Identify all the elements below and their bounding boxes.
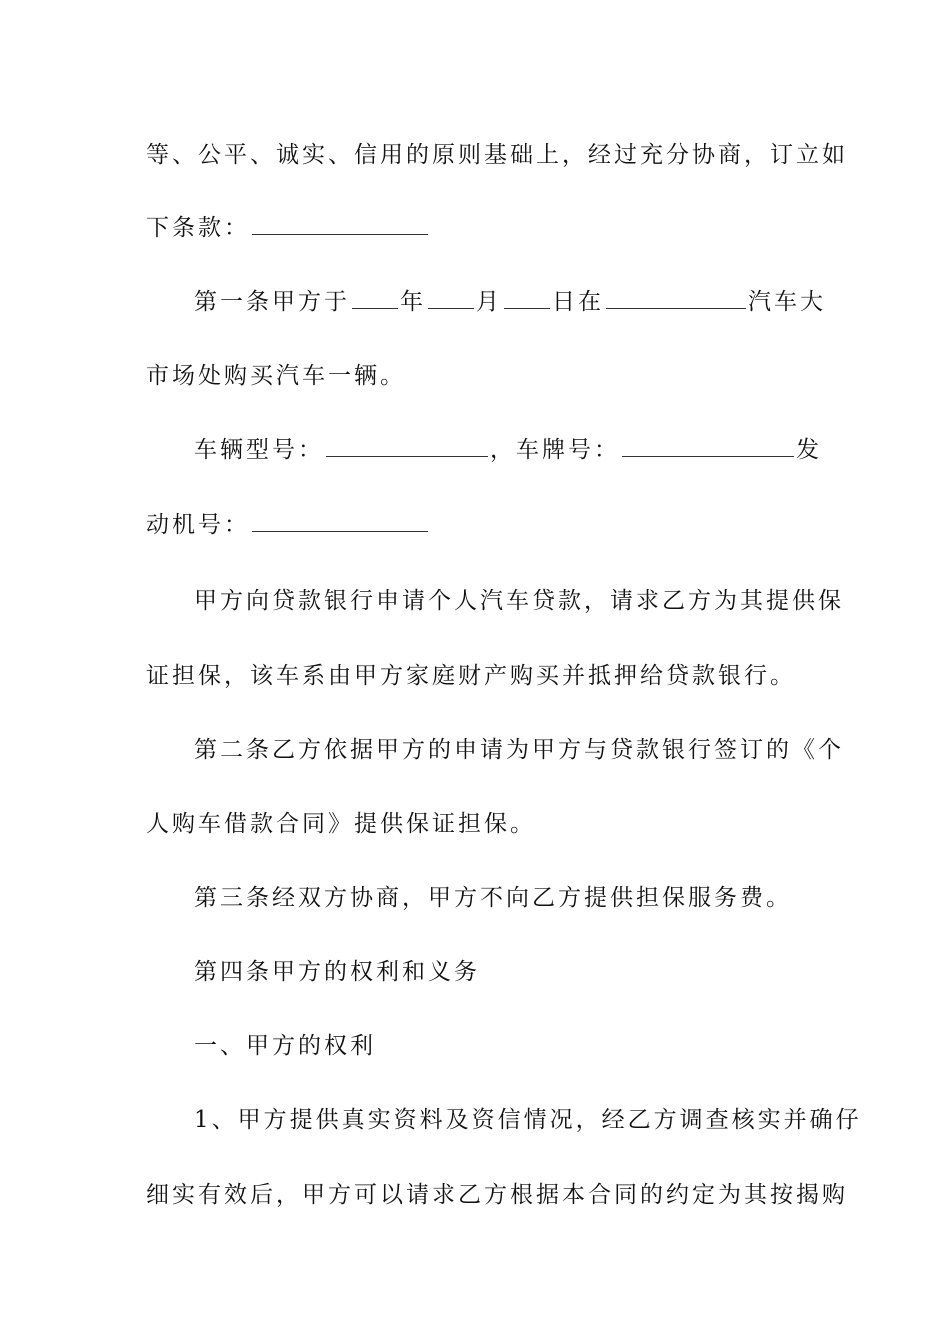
paragraph-line <box>194 730 844 770</box>
paragraph-line <box>146 135 848 175</box>
article-1-line <box>194 282 826 322</box>
paragraph-line <box>146 505 806 545</box>
line-text: 第二条乙方依据甲方的申请为甲方与贷款银行签订的《个 <box>194 737 844 763</box>
line-text: 证担保，该车系由甲方家庭财产购买并抵押给贷款银行。 <box>146 663 796 689</box>
paragraph-line <box>194 1100 862 1140</box>
model-blank <box>326 430 488 457</box>
year-label: 年 <box>400 289 426 315</box>
line-text: 下条款： <box>146 215 250 241</box>
section-heading <box>194 952 806 992</box>
line-text: 1、甲方提供真实资料及资信情况，经乙方调查核实并确仔 <box>194 1107 862 1133</box>
line-text: 第四条甲方的权利和义务 <box>194 959 480 985</box>
line-text: 甲方向贷款银行申请个人汽车贷款，请求乙方为其提供保 <box>194 588 844 614</box>
paragraph-line <box>146 208 806 248</box>
paragraph-line <box>146 804 806 844</box>
model-label: 车辆型号： <box>194 437 324 463</box>
subsection-heading <box>194 1026 806 1066</box>
line-text: 等、公平、诚实、信用的原则基础上，经过充分协商，订立如 <box>146 142 848 168</box>
paragraph-line <box>194 878 806 918</box>
engine-blank <box>252 505 428 532</box>
plate-label: ，车牌号： <box>490 437 620 463</box>
plate-blank <box>622 430 794 457</box>
year-blank <box>352 282 398 309</box>
line-text: 汽车大 <box>748 289 826 315</box>
month-label: 月 <box>476 289 502 315</box>
vehicle-info-line <box>194 430 822 470</box>
paragraph-line <box>146 356 806 396</box>
paragraph-line <box>146 656 806 696</box>
line-text: 一、甲方的权利 <box>194 1033 376 1059</box>
day-blank <box>504 282 550 309</box>
month-blank <box>428 282 474 309</box>
paragraph-line <box>194 581 844 621</box>
line-text: 人购车借款合同》提供保证担保。 <box>146 811 536 837</box>
line-text: 市场处购买汽车一辆。 <box>146 363 406 389</box>
engine-label: 动机号： <box>146 512 250 538</box>
fill-blank <box>252 208 428 235</box>
line-text: 细实有效后，甲方可以请求乙方根据本合同的约定为其按揭购 <box>146 1182 848 1208</box>
place-blank <box>606 282 746 309</box>
line-text: 发 <box>796 437 822 463</box>
paragraph-line <box>146 1175 848 1215</box>
place-label: 日在 <box>552 289 604 315</box>
line-text: 第一条甲方于 <box>194 289 350 315</box>
line-text: 第三条经双方协商，甲方不向乙方提供担保服务费。 <box>194 885 792 911</box>
